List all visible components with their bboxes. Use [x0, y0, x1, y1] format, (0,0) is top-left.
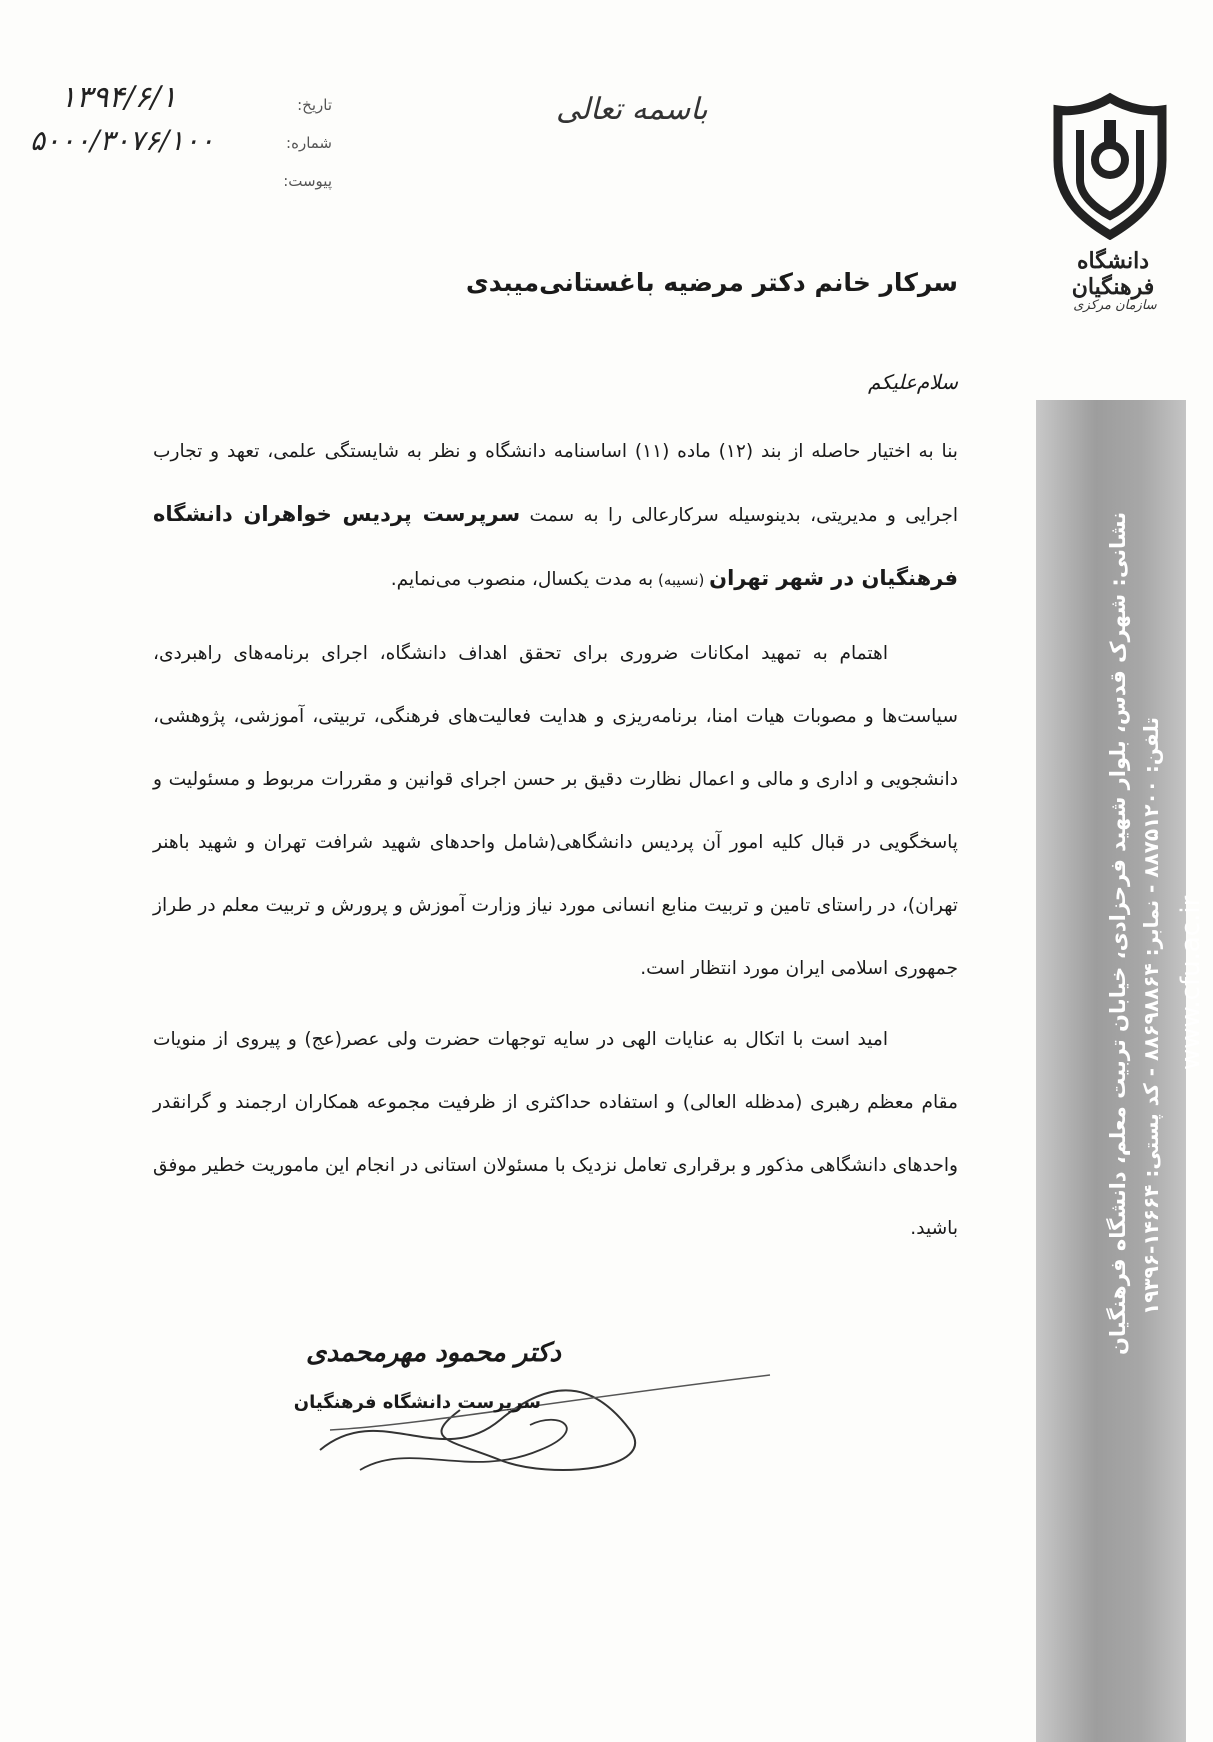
logo-title: دانشگاه فرهنگیان — [1071, 248, 1155, 300]
p1-text-a: بنا به اختیار حاصله از بند (۱۲) ماده (۱۱) اساسنامه دانشگاه و نظر به شایستگی علمی، تعهد و تجارب اجرایی و مدیریتی، بدینوسیله سرکارعالی را به سمت — [153, 441, 959, 526]
paragraph-duties: اهتمام به تمهید امکانات ضروری برای تحقق اهداف دانشگاه، اجرای برنامه‌های راهبردی، سیاست‌ها و مصوبات هیات امنا، برنامه‌ریزی و هدایت فعالیت‌های فرهنگی، تربیتی، آموزشی، پژوهشی، دانشجویی و اداری و مالی و اعمال نظارت دقیق بر حسن اجرای قوانین و مقررات مربوط و مسئولیت و پاسخگویی در قبال کلیه امور آن پردیس دانشگاهی(شامل واحدهای شهید شرافت تهران و شهید باهنر تهران)، در راستای تامین و تربیت منابع انسانی مورد نیاز وزارت آموزش و پرورش و تربیت معلم در طراز جمهوری اسلامی ایران مورد انتظار است. — [153, 643, 958, 979]
signer-title: سرپرست دانشگاه فرهنگیان — [293, 1392, 541, 1413]
recipient-line: سرکار خانم دکتر مرضیه باغستانی‌میبدی — [465, 268, 958, 297]
university-logo-icon — [1050, 90, 1170, 240]
attachment-label: پیوست: — [283, 172, 332, 190]
header-meta — [268, 86, 332, 200]
date-label: تاریخ: — [297, 96, 332, 114]
website-text: www.cfu.ac.ir — [1176, 895, 1206, 1070]
p1-bold-position: سرپرست پردیس خواهران دانشگاه فرهنگیان در شهر تهران — [153, 502, 958, 590]
p1-text-b: به مدت یکسال، منصوب می‌نمایم. — [390, 569, 654, 590]
logo-subtitle: سازمان مرکزی — [1073, 298, 1157, 313]
p1-small-note: (نسیبه) — [653, 571, 710, 589]
greeting: سلام‌علیکم — [867, 370, 958, 394]
signer-name: دکتر محمود مهرمحمدی — [306, 1338, 561, 1368]
address-text: نشانی: شهرک قدس، بلوار شهید فرحزادی، خیابان تربیت معلم، دانشگاه فرهنگیان — [1106, 511, 1130, 1355]
number-label: شماره: — [286, 134, 332, 152]
paragraph-appointment — [153, 420, 958, 612]
handwritten-date: ۱۳۹۴/۶/۱ — [60, 80, 177, 115]
handwritten-number: ۵۰۰۰/۳۰۷۶/۱۰۰ — [30, 124, 215, 157]
phone-text: تلفن: ۸۸۷۵۱۲۰۰ - نمابر: ۸۸۶۹۸۸۶۴ - کد پستی: ۱۴۶۶۴-۱۹۳۹۶ — [1139, 717, 1163, 1315]
paragraph-wishes: امید است با اتکال به عنایات الهی در سایه توجهات حضرت ولی عصر(عج) و پیروی از منویات مقام معظم رهبری (مدظله العالی) و استفاده حداکثری از ظرفیت مجموعه همکاران ارجمند و گرانقدر واحدهای دانشگاهی مذکور و برقراری تعامل نزدیک با مسئولان استانی در انجام این ماموریت خطیر موفق باشید. — [153, 1029, 958, 1239]
invocation-heading: باسمه تعالی — [556, 92, 708, 127]
